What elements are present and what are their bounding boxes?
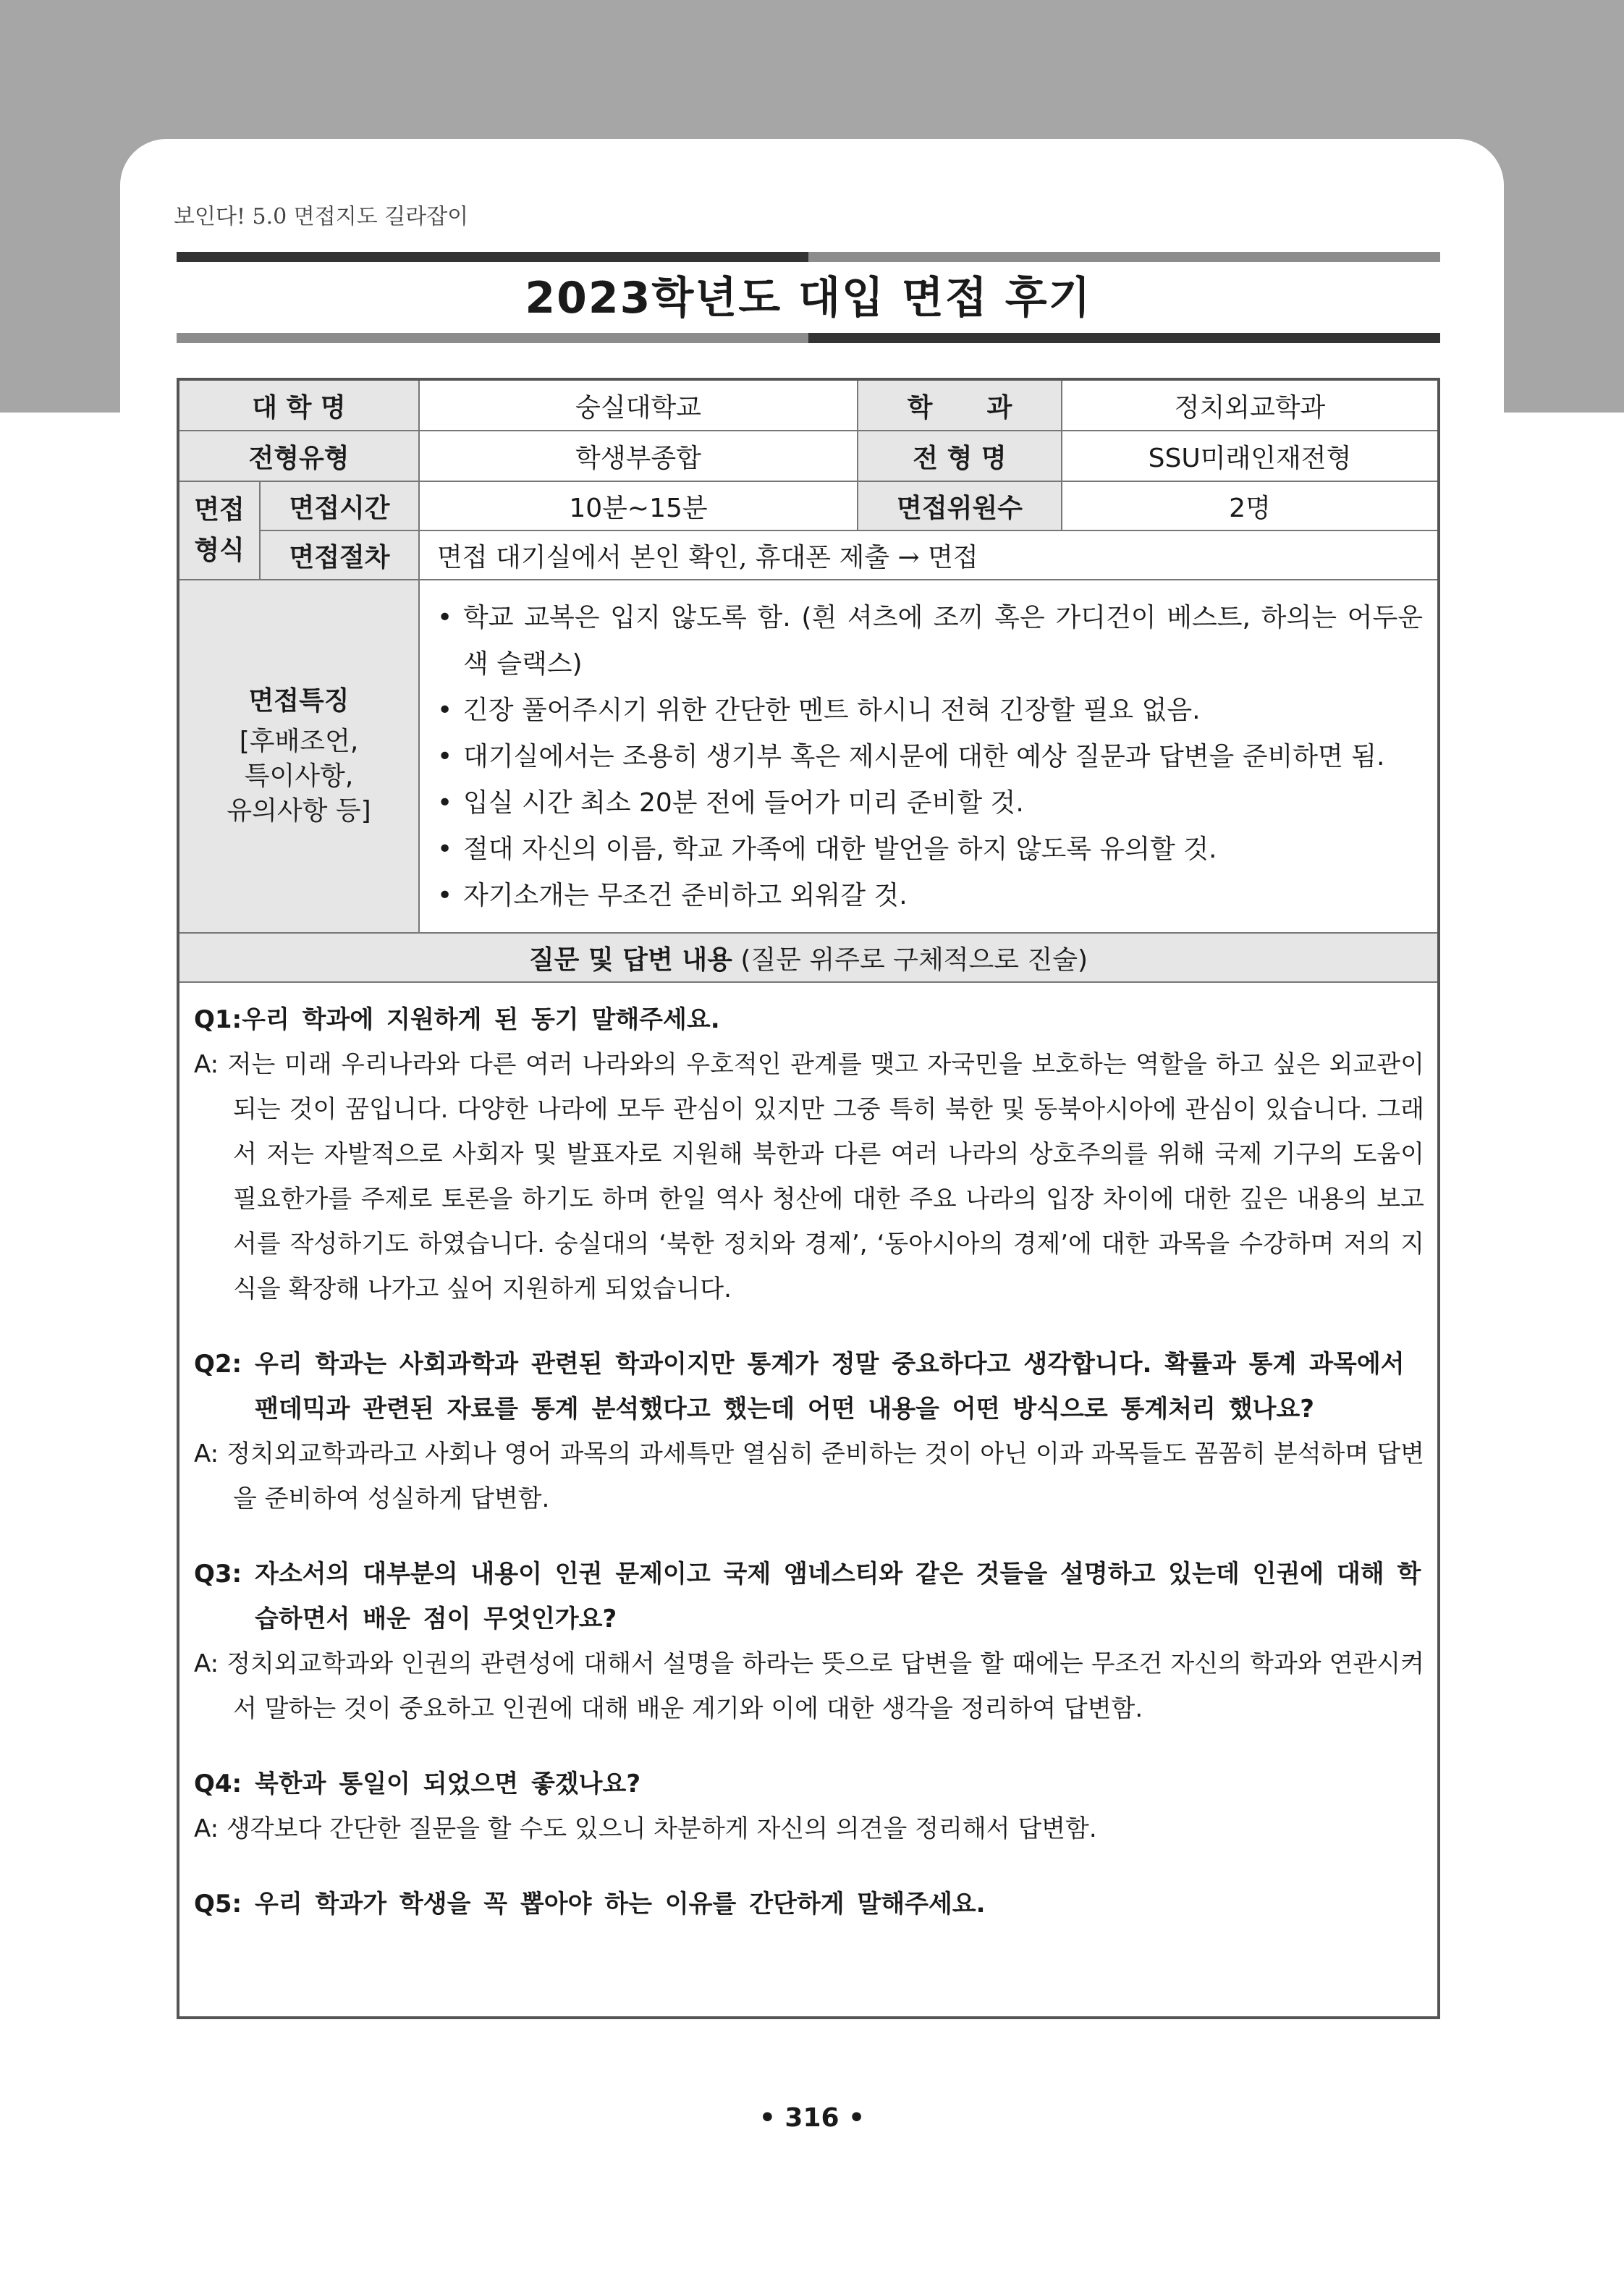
qa-heading-bold: 질문 및 답변 내용 [528, 944, 732, 975]
side-tab-left [0, 397, 120, 413]
feature-item: • 학교 교복은 입지 않도록 함. (흰 셔츠에 조끼 혹은 가디건이 베스트, 하의는 어두운 색 슬랙스) [437, 595, 1423, 688]
features-label-title: 면접특징 [248, 686, 350, 716]
question-3: Q3: 자소서의 대부분의 내용이 인권 문제이고 국제 앰네스티와 같은 것들을 설명하고 있는데 인권에 대해 학습하면서 배운 점이 무엇인가요? [194, 1560, 1421, 1633]
format-label-line1: 면접 [194, 495, 245, 525]
features-content [420, 580, 1437, 934]
question-5: Q5: 우리 학과가 학생을 꼭 뽑아야 하는 이유를 간단하게 말해주세요. [194, 1890, 986, 1919]
side-tab-right [1504, 397, 1624, 413]
page-number: • 316 • [758, 2103, 866, 2133]
qa-body [194, 997, 1424, 1927]
answer-1: A: 저는 미래 우리나라와 다른 여러 나라와의 우호적인 관계를 맺고 자국민을 보호하는 역할을 하고 싶은 외교관이 되는 것이 꿈입니다. 다양한 나라에 모두 관심이 있지만 그중 특히 북한 및 동북아시아에 관심이 있습니다. 그래서 저는 자발적으로 사회자 및 발표자로 지원해 북한과 다른 여러 나라의 상호주의를 위해 국제 기구의 도움이 필요한가를 주제로 토론을 하기도 하며 한일 역사 청산에 대한 주요 나라의 입장 차이에 대한 깊은 내용의 보고서를 작성하기도 하였습니다. 숭실대의 ‘북한 정치와 경제’, ‘동아시아의 경제’에 대한 과목을 수강하며 저의 지식을 확장해 나가고 싶어 지원하게 되었습니다. [194, 1050, 1424, 1303]
question-4: Q4: 북한과 통일이 되었으면 좋겠나요? [194, 1769, 641, 1798]
department-value: 정치외교학과 [1062, 381, 1437, 431]
admission-type-value: 학생부종합 [420, 431, 858, 482]
time-label: 면접시간 [261, 482, 420, 531]
features-label-line2: [후배조언, [239, 727, 359, 756]
admission-name-label: 전 형 명 [858, 431, 1062, 482]
document-title: 2023학년도 대입 면접 후기 [525, 273, 1092, 324]
time-value: 10분~15분 [420, 482, 858, 531]
qa-heading-note: (질문 위주로 구체적으로 진술) [732, 944, 1088, 975]
admission-name-value: SSU미래인재전형 [1062, 431, 1437, 482]
admission-type-label: 전형유형 [179, 431, 420, 482]
interviewers-value: 2명 [1062, 482, 1437, 531]
interview-form [177, 378, 1440, 2019]
interviewers-label: 면접위원수 [858, 482, 1062, 531]
university-label: 대 학 명 [179, 381, 420, 431]
feature-item: • 긴장 풀어주시기 위한 간단한 멘트 하시니 전혀 긴장할 필요 없음. [437, 688, 1423, 734]
title-rule-bottom [177, 333, 1440, 343]
qa-heading [179, 934, 1437, 983]
answer-3: A: 정치외교학과와 인권의 관련성에 대해서 설명을 하라는 뜻으로 답변을 할 때에는 무조건 자신의 학과와 연관시켜서 말하는 것이 중요하고 인권에 대해 배운 계기와 이에 대한 생각을 정리하여 답변함. [194, 1649, 1424, 1723]
features-label-line4: 유의사항 등] [227, 796, 371, 826]
features-list [437, 595, 1423, 919]
feature-item: • 입실 시간 최소 20분 전에 들어가 미리 준비할 것. [437, 780, 1423, 826]
features-label-line3: 특이사항, [244, 761, 354, 791]
question-1: Q1:우리 학과에 지원하게 된 동기 말해주세요. [194, 1005, 720, 1034]
answer-2: A: 정치외교학과라고 사회나 영어 과목의 과세특만 열심히 준비하는 것이 아닌 이과 과목들도 꼼꼼히 분석하며 답변을 준비하여 성실하게 답변함. [194, 1439, 1424, 1513]
features-label [179, 580, 420, 934]
feature-item: • 자기소개는 무조건 준비하고 외워갈 것. [437, 873, 1423, 919]
university-value: 숭실대학교 [420, 381, 858, 431]
feature-item: • 대기실에서는 조용히 생기부 혹은 제시문에 대한 예상 질문과 답변을 준비하면 됨. [437, 734, 1423, 780]
format-label-line2: 형식 [194, 536, 245, 565]
procedure-value: 면접 대기실에서 본인 확인, 휴대폰 제출 → 면접 [420, 531, 1437, 580]
question-2: Q2: 우리 학과는 사회과학과 관련된 학과이지만 통계가 정말 중요하다고 생각합니다. 확률과 통계 과목에서 팬데믹과 관련된 자료를 통계 분석했다고 했는데 어떤 내용을 어떤 방식으로 통계처리 했나요? [194, 1350, 1405, 1424]
format-label [179, 482, 261, 580]
feature-item: • 절대 자신의 이름, 학교 가족에 대한 발언을 하지 않도록 유의할 것. [437, 826, 1423, 873]
answer-4: A: 생각보다 간단한 질문을 할 수도 있으니 차분하게 자신의 의견을 정리해서 답변함. [194, 1814, 1097, 1843]
department-label: 학 과 [858, 381, 1062, 431]
procedure-label: 면접절차 [261, 531, 420, 580]
series-title: 보인다! 5.0 면접지도 길라잡이 [174, 204, 469, 229]
title-rule-top [177, 252, 1440, 262]
